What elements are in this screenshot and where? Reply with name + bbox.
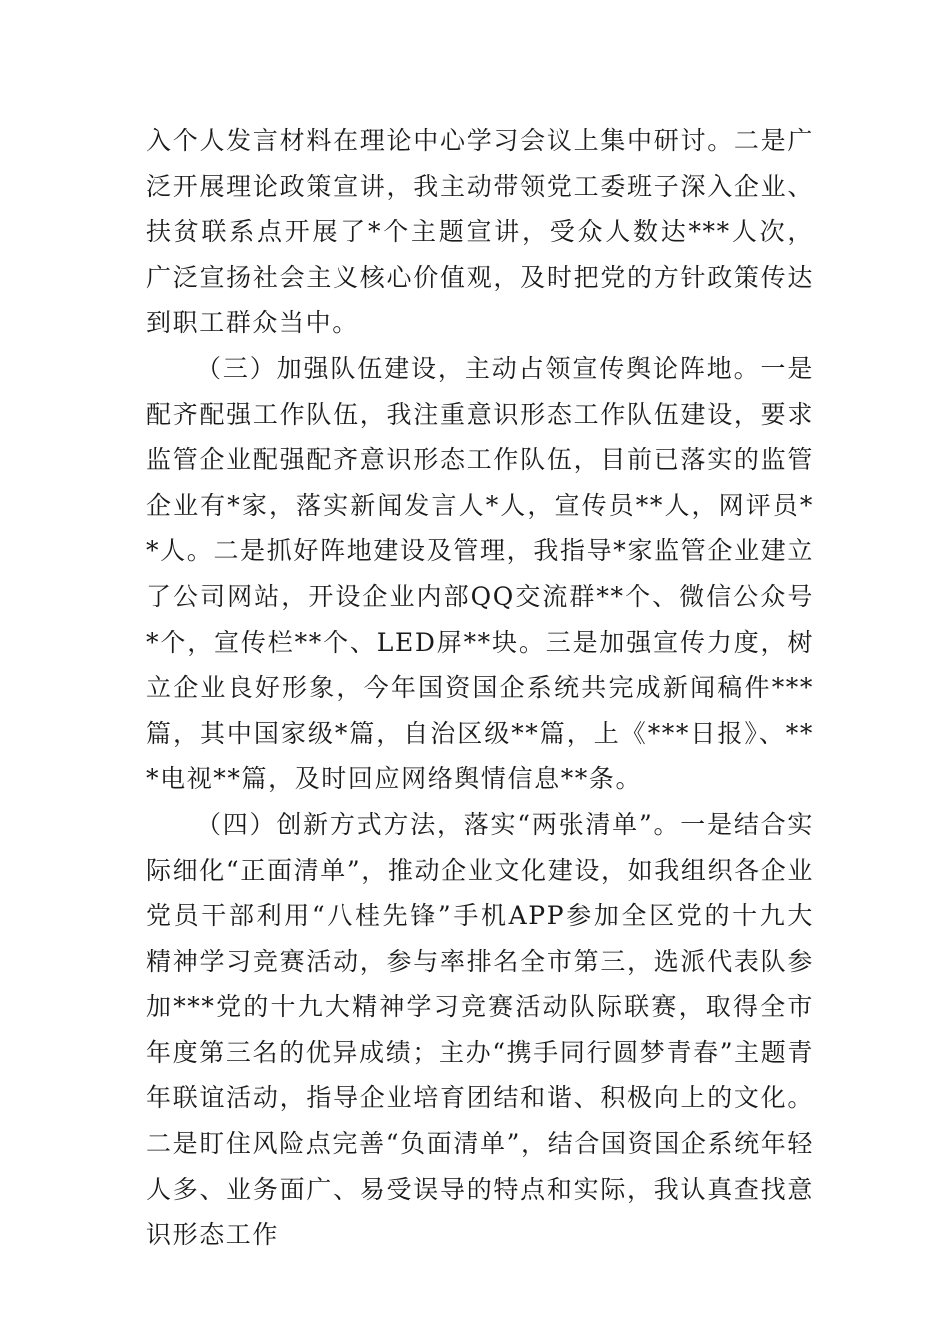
paragraph-section-three: （三）加强队伍建设，主动占领宣传舆论阵地。一是配齐配强工作队伍，我注重意识形态工作队伍建设，要求监管企业配强配齐意识形态工作队伍，目前已落实的监管企业有*家，落实新闻发言人*人，宣传员**人，网评员**人。二是抓好阵地建设及管理，我指导*家监管企业建立了公司网站，开设企业内部QQ交流群**个、微信公众号*个，宣传栏**个、LED屏**块。三是加强宣传力度，树立企业良好形象，今年国资国企系统共完成新闻稿件***篇，其中国家级*篇，自治区级**篇，上《***日报》、***电视**篇，及时回应网络舆情信息**条。 [146, 353, 814, 794]
paragraph-section-four: （四）创新方式方法，落实“两张清单”。一是结合实际细化“正面清单”，推动企业文化建设，如我组织各企业党员干部利用“八桂先锋”手机APP参加全区党的十九大精神学习竞赛活动，参与率排名全市第三，选派代表队参加***党的十九大精神学习竞赛活动队际联赛，取得全市年度第三名的优异成绩；主办“携手同行圆梦青春”主题青年联谊活动，指导企业培育团结和谐、积极向上的文化。二是盯住风险点完善“负面清单”，结合国资国企系统年轻人多、业务面广、易受误导的特点和实际，我认真查找意识形态工作 [146, 809, 814, 1250]
document-body [146, 118, 814, 1258]
paragraph-continuation: 入个人发言材料在理论中心学习会议上集中研讨。二是广泛开展理论政策宣讲，我主动带领党工委班子深入企业、扶贫联系点开展了*个主题宣讲，受众人数达***人次，广泛宣扬社会主义核心价值观，及时把党的方针政策传达到职工群众当中。 [146, 126, 814, 338]
